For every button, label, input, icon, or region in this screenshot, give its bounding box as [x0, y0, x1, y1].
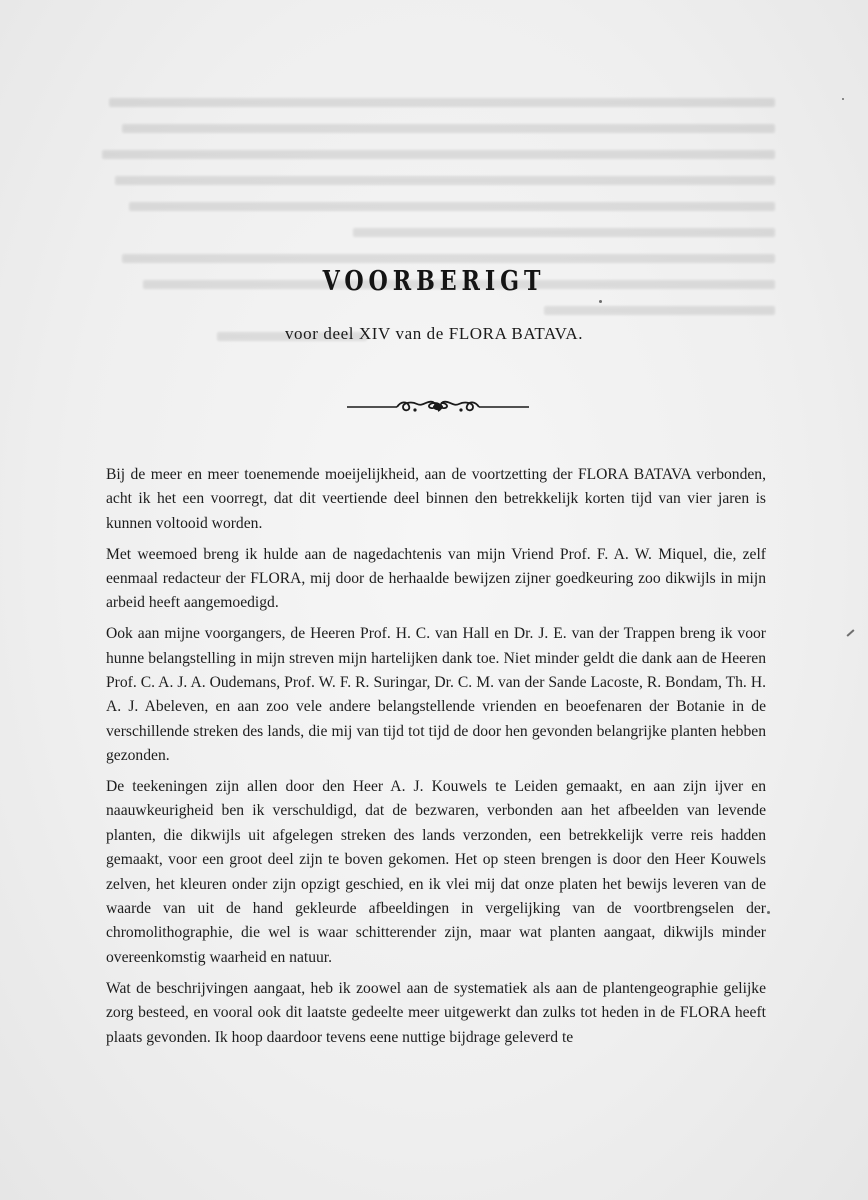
paragraph-3: Ook aan mijne voorgangers, de Heeren Prof. H. C. van Hall en Dr. J. E. van der Trappen breng ik voor hunne belangstelling in mijn streven mijn hartelijken dank toe. Niet minder geldt die dank aan de Heeren Prof. C. A. J. A. Oudemans, Prof. W. F. R. Suringar, Dr. C. M. van der Sande Lacoste, R. Bondam, Th. H. A. J. Abeleven, en aan zoo vele andere belangstellende vrienden en beoefenaren der Botanie in de verschillende streken des lands, die mij van tijd tot tijd de door hen gevonden belangrijke planten hebben gezonden.	[106, 625, 766, 765]
paragraph-2: Met weemoed breng ik hulde aan de nagedachtenis van mijn Vriend Prof. F. A. W. Miquel, die, zelf eenmaal redacteur der FLORA, mij door de herhaalde bewijzen zijner goedkeuring zoo dikwijls in mijn arbeid heeft aangemoedigd.	[106, 545, 766, 612]
scan-speck	[767, 911, 770, 914]
page-title: VOORBERIGT	[322, 266, 546, 297]
foreword-body	[106, 463, 766, 1050]
page-subtitle: voor deel XIV van de FLORA BATAVA.	[284, 324, 584, 343]
paragraph-5: Wat de beschrijvingen aangaat, heb ik zoowel aan de systematiek als aan de plantengeographie gelijke zorg besteed, en vooral ook dit laatste gedeelte meer uitgewerkt dan zulks tot heden in de FLORA heeft plaats gevonden. Ik hoop daardoor tevens eene nuttige bijdrage geleverd te	[106, 979, 766, 1046]
bleed-ghost-heading	[95, 60, 775, 80]
scroll-flourish-icon	[345, 395, 531, 419]
paragraph-4: De teekeningen zijn allen door den Heer A. J. Kouwels te Leiden gemaakt, en aan zijn ijver en naauwkeurigheid ben ik verschuldigd, dat de bezwaren, verbonden aan het afbeelden van levende planten, die dikwijls uit afgelegen streken des lands verzonden, een betrekkelijk verre reis hadden gemaakt, voor een groot deel zijn te boven gekomen. Het op steen brengen is door den Heer Kouwels zelven, het kleuren onder zijn opzigt geschied, en ik vlei mij dat onze platen het bewijs leveren van de waarde van uit de hand gekleurde afbeeldingen in vergelijking van de voortbrengselen der chromolithographie, die wel is waar schitterender zijn, maar wat planten aangaat, dikwijls minder overeenkomstig waarheid en natuur.	[106, 778, 766, 966]
paragraph-1: Bij de meer en meer toenemende moeijelijkheid, aan de voortzetting der FLORA BATAVA verbonden, acht ik het een voorregt, dat dit veertiende deel binnen den betrekkelijk korten tijd van vier jaren is kunnen voltooid worden.	[106, 466, 766, 532]
scan-speck	[842, 98, 844, 100]
scan-speck	[599, 300, 602, 303]
scan-scratch	[846, 629, 854, 637]
